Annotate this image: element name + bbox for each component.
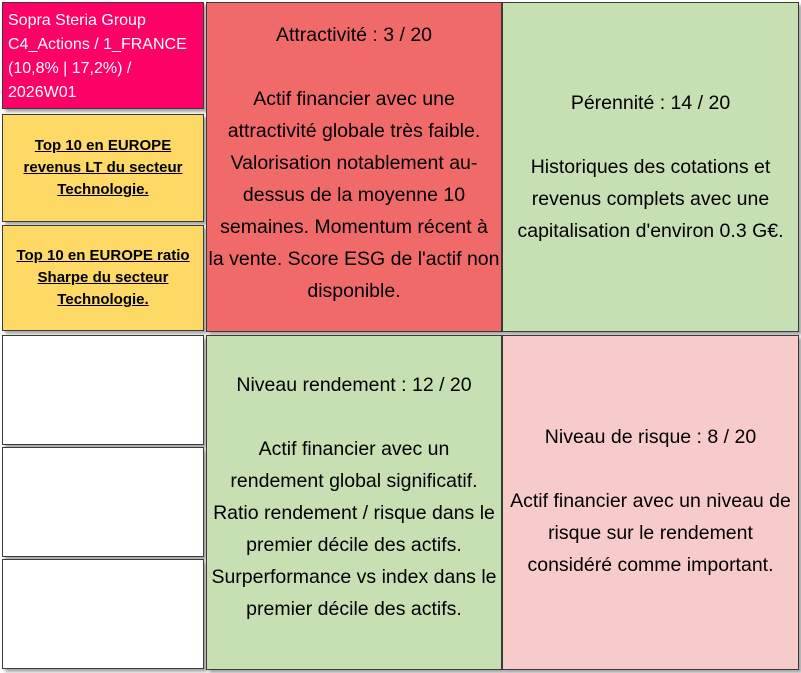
asset-performance: (10,8% | 17,2%) / 2026W01 (8, 60, 132, 101)
attractivite-text-line: semaines. Momentum récent à (220, 216, 488, 238)
top10-revenus-label: Top 10 en EUROPE revenus LT du secteur Technologie. (23, 137, 183, 198)
rendement-text-line: Ratio rendement / risque dans le (213, 502, 495, 524)
attractivite-text-line: Valorisation notablement au- (230, 152, 478, 174)
risque-title: Niveau de risque : 8 / 20 (544, 426, 757, 448)
perennite-text-line: revenus complets avec une (531, 188, 770, 210)
attractivite-text-line: dessus de la moyenne 10 (242, 184, 466, 206)
asset-category: C4_Actions / 1_FRANCE (8, 36, 187, 53)
rendement-text-line: premier décile des actifs. (246, 534, 462, 556)
attractivite-text-line: disponible. (307, 280, 401, 302)
attractivite-panel (206, 2, 502, 332)
attractivite-text-line: attractivité globale très faible. (227, 120, 481, 142)
rendement-panel (206, 335, 502, 670)
risque-text-line: Actif financier avec un niveau de (510, 490, 791, 512)
attractivite-title: Attractivité : 3 / 20 (275, 24, 433, 46)
asset-header (2, 2, 204, 109)
empty-cell (2, 559, 204, 669)
risque-text-line: considéré comme important. (527, 554, 774, 576)
attractivite-text-line: Actif financier avec une (253, 88, 455, 110)
top10-sharpe-label: Top 10 en EUROPE ratio Sharpe du secteur Technologie. (16, 247, 190, 308)
rendement-text-line: premier décile des actifs. (246, 598, 462, 620)
rendement-text-line: rendement global significatif. (230, 470, 478, 492)
empty-cell (2, 335, 204, 445)
rendement-text-line: Surperformance vs index dans le (211, 566, 497, 588)
perennite-text-line: capitalisation d'environ 0.3 G€. (517, 220, 784, 242)
rendement-title: Niveau rendement : 12 / 20 (236, 374, 472, 396)
perennite-text-line: Historiques des cotations et (530, 156, 771, 178)
asset-name: Sopra Steria Group (8, 12, 146, 29)
risque-panel (502, 335, 799, 670)
rendement-text-line: Actif financier avec un (258, 438, 450, 460)
top10-sharpe-badge (2, 225, 204, 331)
perennite-title: Pérennité : 14 / 20 (570, 92, 731, 114)
top10-revenus-badge (2, 114, 204, 222)
perennite-panel (502, 2, 799, 332)
risque-text-line: risque sur le rendement (548, 522, 753, 544)
attractivite-text-line: la vente. Score ESG de l'actif non (208, 248, 500, 270)
empty-cell (2, 447, 204, 557)
